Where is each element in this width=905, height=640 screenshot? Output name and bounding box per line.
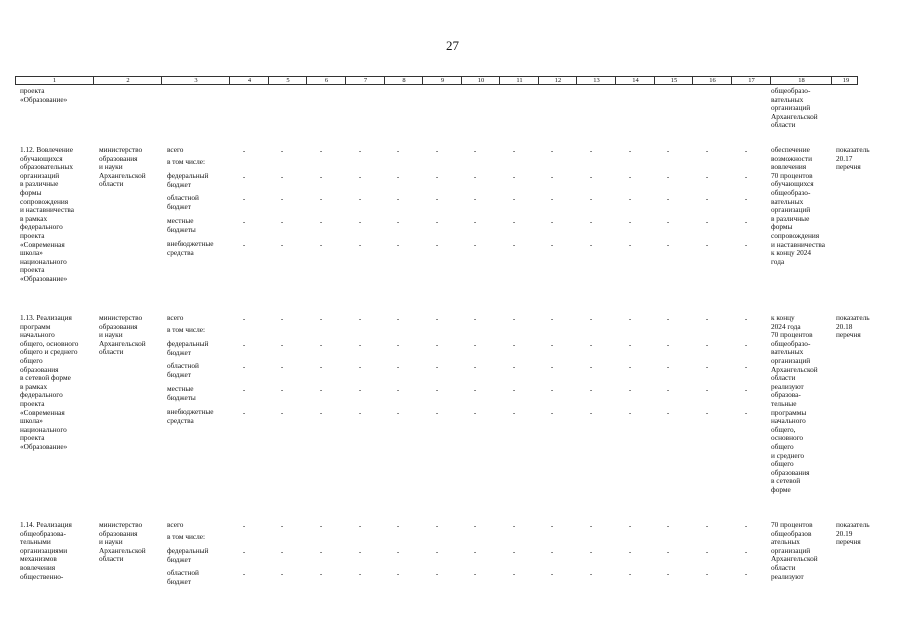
- dash-value: -: [589, 341, 593, 349]
- dash-value: -: [628, 241, 632, 249]
- dash-value: -: [512, 218, 516, 226]
- dash-value: -: [744, 173, 748, 181]
- header-col-14: 14: [615, 77, 655, 84]
- dash-value: -: [319, 548, 323, 556]
- dash-value: -: [550, 173, 554, 181]
- row-2-responsible: министерство образования и науки Архангельской области: [99, 313, 146, 357]
- dash-value: -: [550, 241, 554, 249]
- dash-value: -: [242, 147, 246, 155]
- dash-value: -: [280, 241, 284, 249]
- dash-value: -: [396, 173, 400, 181]
- header-col-15: 15: [654, 77, 693, 84]
- dash-value: -: [280, 548, 284, 556]
- dash-value: -: [396, 548, 400, 556]
- dash-value: -: [628, 570, 632, 578]
- header-col-3: 3: [161, 77, 230, 84]
- dash-value: -: [435, 218, 439, 226]
- dash-value: -: [435, 147, 439, 155]
- table-header-row: [15, 76, 858, 85]
- dash-value: -: [242, 341, 246, 349]
- row-2-result: к концу 2024 года 70 процентов общеобразо- вательных организаций Архангельской области реализуют образова- тельные программы начального общего, основного общего и среднего общего образования в сетевой форме: [771, 313, 818, 494]
- header-col-1: 1: [52, 77, 57, 84]
- fund-label: областной бюджет: [167, 568, 199, 586]
- dash-value: -: [550, 522, 554, 530]
- fund-label: всего: [167, 520, 184, 529]
- dash-value: -: [705, 147, 709, 155]
- header-col-16: 16: [692, 77, 732, 84]
- dash-value: -: [744, 522, 748, 530]
- dash-value: -: [666, 386, 670, 394]
- dash-value: -: [242, 218, 246, 226]
- dash-value: -: [666, 548, 670, 556]
- dash-value: -: [435, 195, 439, 203]
- dash-value: -: [666, 173, 670, 181]
- dash-value: -: [242, 173, 246, 181]
- dash-value: -: [666, 195, 670, 203]
- header-col-17: 17: [731, 77, 771, 84]
- dash-value: -: [550, 570, 554, 578]
- dash-value: -: [435, 173, 439, 181]
- dash-value: -: [396, 195, 400, 203]
- dash-value: -: [242, 522, 246, 530]
- dash-value: -: [666, 522, 670, 530]
- carryover-col1: проекта «Образование»: [20, 86, 68, 104]
- dash-value: -: [705, 195, 709, 203]
- dash-value: -: [242, 195, 246, 203]
- dash-value: -: [280, 363, 284, 371]
- dash-value: -: [628, 386, 632, 394]
- dash-value: -: [319, 195, 323, 203]
- dash-value: -: [744, 570, 748, 578]
- dash-value: -: [358, 548, 362, 556]
- dash-value: -: [319, 363, 323, 371]
- dash-value: -: [589, 241, 593, 249]
- dash-value: -: [242, 241, 246, 249]
- fund-label: внебюджетные средства: [167, 239, 214, 257]
- dash-value: -: [435, 241, 439, 249]
- dash-value: -: [242, 363, 246, 371]
- dash-value: -: [589, 548, 593, 556]
- dash-value: -: [396, 386, 400, 394]
- dash-value: -: [358, 218, 362, 226]
- row-1-indicator: показатель 20.17 перечня: [836, 145, 870, 172]
- fund-label: местные бюджеты: [167, 216, 196, 234]
- dash-value: -: [589, 147, 593, 155]
- dash-value: -: [744, 341, 748, 349]
- dash-value: -: [628, 522, 632, 530]
- fund-label: внебюджетные средства: [167, 407, 214, 425]
- dash-value: -: [396, 363, 400, 371]
- dash-value: -: [705, 173, 709, 181]
- dash-value: -: [435, 315, 439, 323]
- dash-value: -: [589, 173, 593, 181]
- dash-value: -: [358, 173, 362, 181]
- dash-value: -: [473, 173, 477, 181]
- header-col-10: 10: [461, 77, 500, 84]
- dash-value: -: [705, 315, 709, 323]
- dash-value: -: [473, 147, 477, 155]
- dash-value: -: [589, 195, 593, 203]
- dash-value: -: [358, 315, 362, 323]
- dash-value: -: [473, 195, 477, 203]
- dash-value: -: [358, 341, 362, 349]
- fund-label: федеральный бюджет: [167, 171, 209, 189]
- dash-value: -: [396, 522, 400, 530]
- row-1-col1-text: 1.12. Вовлечение обучающихся образовательных организаций в различные формы сопровождения и наставничества в рамках федерального проекта «Современная школа» национального проекта «Образование»: [20, 145, 74, 283]
- dash-value: -: [550, 386, 554, 394]
- carryover-col18: общеобразо- вательных организаций Архангельской области: [771, 86, 818, 130]
- dash-value: -: [358, 363, 362, 371]
- row-3-col1-text: 1.14. Реализация общеобразова- тельными организациями механизмов вовлечения общественно-: [20, 520, 72, 581]
- dash-value: -: [744, 147, 748, 155]
- dash-value: -: [358, 522, 362, 530]
- dash-value: -: [666, 241, 670, 249]
- dash-value: -: [589, 570, 593, 578]
- dash-value: -: [435, 386, 439, 394]
- dash-value: -: [666, 341, 670, 349]
- row-3-indicator: показатель 20.19 перечня: [836, 520, 870, 547]
- dash-value: -: [550, 218, 554, 226]
- dash-value: -: [550, 315, 554, 323]
- dash-value: -: [512, 409, 516, 417]
- dash-value: -: [280, 522, 284, 530]
- fund-label: всего: [167, 145, 184, 154]
- dash-value: -: [319, 409, 323, 417]
- dash-value: -: [512, 522, 516, 530]
- header-col-11: 11: [499, 77, 539, 84]
- dash-value: -: [473, 341, 477, 349]
- dash-value: -: [512, 341, 516, 349]
- dash-value: -: [744, 363, 748, 371]
- dash-value: -: [628, 147, 632, 155]
- dash-value: -: [589, 363, 593, 371]
- dash-value: -: [512, 548, 516, 556]
- dash-value: -: [628, 173, 632, 181]
- dash-value: -: [396, 570, 400, 578]
- dash-value: -: [666, 363, 670, 371]
- fund-label: в том числе:: [167, 532, 206, 541]
- dash-value: -: [705, 409, 709, 417]
- dash-value: -: [280, 386, 284, 394]
- dash-value: -: [628, 315, 632, 323]
- dash-value: -: [628, 218, 632, 226]
- header-col-2: 2: [93, 77, 162, 84]
- dash-value: -: [280, 341, 284, 349]
- dash-value: -: [628, 195, 632, 203]
- dash-value: -: [358, 241, 362, 249]
- row-2-col1-text: 1.13. Реализация программ начального общего, основного общего и среднего общего образования в сетевой форме в рамках федерального проекта «Современная школа» национального проекта «Образование»: [20, 313, 79, 451]
- dash-value: -: [319, 241, 323, 249]
- dash-value: -: [435, 522, 439, 530]
- dash-value: -: [435, 363, 439, 371]
- dash-value: -: [744, 548, 748, 556]
- dash-value: -: [628, 409, 632, 417]
- dash-value: -: [358, 195, 362, 203]
- dash-value: -: [319, 173, 323, 181]
- dash-value: -: [473, 570, 477, 578]
- dash-value: -: [550, 363, 554, 371]
- dash-value: -: [744, 218, 748, 226]
- dash-value: -: [589, 218, 593, 226]
- dash-value: -: [242, 409, 246, 417]
- dash-value: -: [705, 570, 709, 578]
- dash-value: -: [550, 147, 554, 155]
- dash-value: -: [319, 218, 323, 226]
- dash-value: -: [242, 548, 246, 556]
- dash-value: -: [319, 570, 323, 578]
- header-col-4: 4: [229, 77, 269, 84]
- row-1-result: обеспечение возможности вовлечения 70 процентов обучающихся общеобразо- вательных организаций в различные формы сопровождения и наставничества к концу 2024 года: [771, 145, 825, 266]
- dash-value: -: [666, 570, 670, 578]
- dash-value: -: [550, 195, 554, 203]
- dash-value: -: [435, 409, 439, 417]
- dash-value: -: [589, 386, 593, 394]
- dash-value: -: [589, 315, 593, 323]
- fund-label: всего: [167, 313, 184, 322]
- dash-value: -: [628, 341, 632, 349]
- dash-value: -: [744, 386, 748, 394]
- dash-value: -: [473, 218, 477, 226]
- fund-label: областной бюджет: [167, 193, 199, 211]
- dash-value: -: [319, 147, 323, 155]
- dash-value: -: [744, 241, 748, 249]
- dash-value: -: [319, 315, 323, 323]
- dash-value: -: [705, 386, 709, 394]
- dash-value: -: [666, 409, 670, 417]
- dash-value: -: [242, 315, 246, 323]
- dash-value: -: [242, 570, 246, 578]
- fund-label: местные бюджеты: [167, 384, 196, 402]
- header-col-8: 8: [384, 77, 423, 84]
- dash-value: -: [319, 341, 323, 349]
- dash-value: -: [280, 147, 284, 155]
- page-number: 27: [446, 38, 459, 53]
- dash-value: -: [705, 522, 709, 530]
- dash-value: -: [550, 548, 554, 556]
- dash-value: -: [435, 570, 439, 578]
- fund-label: в том числе:: [167, 325, 206, 334]
- dash-value: -: [589, 409, 593, 417]
- dash-value: -: [280, 315, 284, 323]
- dash-value: -: [744, 409, 748, 417]
- dash-value: -: [512, 315, 516, 323]
- dash-value: -: [512, 195, 516, 203]
- fund-label: федеральный бюджет: [167, 546, 209, 564]
- dash-value: -: [744, 315, 748, 323]
- dash-value: -: [473, 409, 477, 417]
- dash-value: -: [705, 363, 709, 371]
- fund-label: федеральный бюджет: [167, 339, 209, 357]
- row-3-result: 70 процентов общеобразов ательных организаций Архангельской области реализуют: [771, 520, 818, 581]
- dash-value: -: [512, 386, 516, 394]
- dash-value: -: [358, 147, 362, 155]
- dash-value: -: [396, 218, 400, 226]
- header-col-6: 6: [306, 77, 346, 84]
- dash-value: -: [666, 315, 670, 323]
- dash-value: -: [473, 386, 477, 394]
- dash-value: -: [705, 218, 709, 226]
- dash-value: -: [396, 341, 400, 349]
- dash-value: -: [666, 218, 670, 226]
- dash-value: -: [512, 147, 516, 155]
- dash-value: -: [705, 548, 709, 556]
- dash-value: -: [280, 173, 284, 181]
- dash-value: -: [705, 241, 709, 249]
- dash-value: -: [628, 548, 632, 556]
- dash-value: -: [473, 363, 477, 371]
- dash-value: -: [473, 522, 477, 530]
- dash-value: -: [550, 341, 554, 349]
- dash-value: -: [280, 195, 284, 203]
- dash-value: -: [435, 341, 439, 349]
- dash-value: -: [396, 147, 400, 155]
- header-col-7: 7: [345, 77, 385, 84]
- dash-value: -: [473, 241, 477, 249]
- dash-value: -: [319, 522, 323, 530]
- fund-label: в том числе:: [167, 157, 206, 166]
- dash-value: -: [705, 341, 709, 349]
- dash-value: -: [396, 409, 400, 417]
- header-col-9: 9: [422, 77, 462, 84]
- header-col-12: 12: [538, 77, 577, 84]
- dash-value: -: [628, 363, 632, 371]
- dash-value: -: [280, 218, 284, 226]
- fund-label: областной бюджет: [167, 361, 199, 379]
- dash-value: -: [666, 147, 670, 155]
- dash-value: -: [550, 409, 554, 417]
- header-col-19: 19: [831, 77, 860, 84]
- dash-value: -: [280, 570, 284, 578]
- dash-value: -: [435, 548, 439, 556]
- dash-value: -: [589, 522, 593, 530]
- row-3-responsible: министерство образования и науки Архангельской области: [99, 520, 146, 564]
- dash-value: -: [396, 241, 400, 249]
- dash-value: -: [358, 386, 362, 394]
- dash-value: -: [512, 241, 516, 249]
- dash-value: -: [242, 386, 246, 394]
- dash-value: -: [280, 409, 284, 417]
- header-col-13: 13: [576, 77, 616, 84]
- header-col-5: 5: [268, 77, 307, 84]
- dash-value: -: [512, 570, 516, 578]
- dash-value: -: [319, 386, 323, 394]
- dash-value: -: [473, 548, 477, 556]
- dash-value: -: [512, 173, 516, 181]
- dash-value: -: [396, 315, 400, 323]
- row-2-indicator: показатель 20.18 перечня: [836, 313, 870, 340]
- header-col-18: 18: [770, 77, 832, 84]
- dash-value: -: [744, 195, 748, 203]
- dash-value: -: [358, 570, 362, 578]
- dash-value: -: [512, 363, 516, 371]
- row-1-responsible: министерство образования и науки Архангельской области: [99, 145, 146, 189]
- dash-value: -: [358, 409, 362, 417]
- dash-value: -: [473, 315, 477, 323]
